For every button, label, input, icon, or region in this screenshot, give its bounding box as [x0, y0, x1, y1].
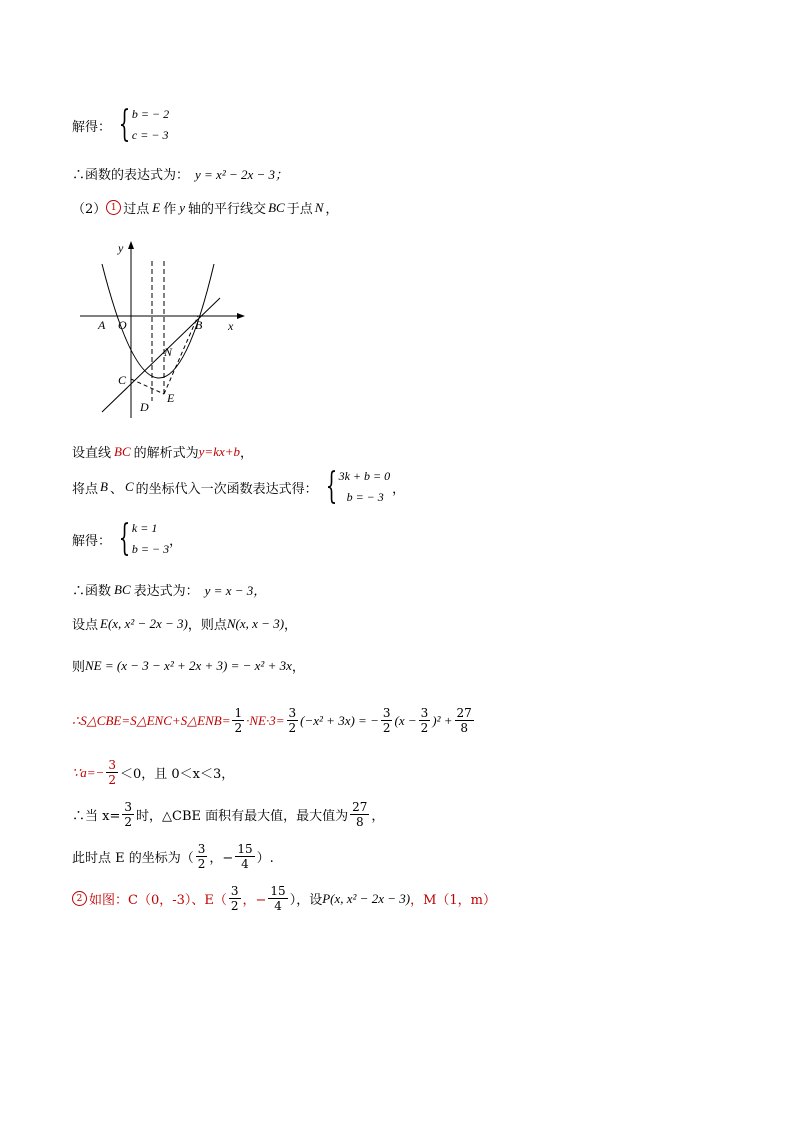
fraction-3-2-c: $\frac{3}{2}$	[420, 706, 429, 735]
fraction-px: $\frac{3}{2}$	[230, 884, 239, 913]
label-c: C	[118, 373, 127, 387]
bc-expression-line: ∴函数 BC 表达式为： y = x − 3，	[72, 581, 267, 599]
function-expression-line: ∴函数的表达式为： y = x² − 2x − 3；	[72, 167, 289, 183]
substitute-line: 将点 B 、 C 的坐标代入一次函数表达式得： { 3k + b = 0 b = − 3 ，	[72, 466, 406, 507]
fraction-py: $\frac{15}{4}$	[270, 884, 286, 913]
part-2-2-line: 2 如图：C（0，-3）、E（ $\frac{3}{2}$ ，− $\frac{15}{4}$ ），设 P(x, x² − 2x − 3) ，M（1，m）	[72, 884, 496, 913]
label-o: O	[118, 318, 127, 332]
label-n: N	[164, 345, 173, 359]
solve-k-line: 解得： { k = 1 b = − 3 ，	[72, 518, 183, 559]
fraction-ex: $\frac{3}{2}$	[197, 842, 206, 871]
parabola-figure	[80, 236, 250, 421]
coefficient-line: ∵a=− $\frac{3}{2}$ ＜0，且 0＜x＜3，	[72, 758, 235, 787]
point-e-coordinates-line: 此时点 E 的坐标为（ $\frac{3}{2}$ ，− $\frac{15}{4}$ ）.	[72, 842, 274, 871]
label-y: y	[118, 241, 124, 255]
fraction-3-2-b: $\frac{3}{2}$	[382, 706, 391, 735]
maximum-line: ∴当 x= $\frac{3}{2}$ 时，△CBE 面积有最大值，最大值为 $\frac{27}{8}$ ，	[72, 800, 385, 829]
point-e-n-line: 设点 E(x, x² − 2x − 3) ，则点 N(x, x − 3) ，	[72, 615, 298, 633]
fraction-3-2-a: $\frac{3}{2}$	[288, 706, 297, 735]
fraction-27-8: $\frac{27}{8}$	[456, 706, 472, 735]
label-x: x	[228, 319, 234, 333]
label-e: E	[167, 391, 175, 405]
circled-number-1: 1	[106, 200, 121, 215]
y-axis-arrow	[128, 241, 134, 249]
label-d: D	[140, 400, 149, 414]
area-formula-line: ∴S△CBE=S△ENC+S△ENB= $\frac{1}{2}$ ·NE·3= $\frac{3}{2}$ (−x² + 3x) = − $\frac{3}{2}$ (x − $\frac{3}{2}$ )² + $\frac{27}{8}$	[72, 706, 472, 735]
fraction-half: $\frac{1}{2}$	[234, 706, 243, 735]
equation-system: { b = − 2 c = − 3	[118, 104, 170, 145]
fraction-max: $\frac{27}{8}$	[352, 800, 368, 829]
circled-number-2: 2	[72, 891, 87, 906]
equation-system-bc: { 3k + b = 0 b = − 3	[325, 466, 391, 507]
fraction-ey: $\frac{15}{4}$	[237, 842, 253, 871]
dashed-ce	[131, 379, 164, 394]
fraction-a: $\frac{3}{2}$	[108, 758, 116, 787]
x-axis-arrow	[237, 313, 245, 319]
solve-label: 解得：	[72, 119, 112, 135]
solution-line-1	[72, 104, 169, 146]
equation-system-k: { k = 1 b = − 3	[118, 518, 170, 559]
label-b: B	[195, 318, 203, 332]
line-bc-setup: 设直线 BC 的解析式为 y=kx+b ，	[72, 443, 254, 461]
fraction-x: $\frac{3}{2}$	[124, 800, 132, 829]
line-bc	[102, 298, 220, 412]
label-a: A	[98, 318, 106, 332]
part-2-line: （2） 1 过点 E 作 y 轴的平行线交 BC 于点 N ，	[72, 199, 339, 217]
ne-length-line: 则 NE = (x − 3 − x² + 2x + 3) = − x² + 3x ，	[72, 657, 305, 675]
